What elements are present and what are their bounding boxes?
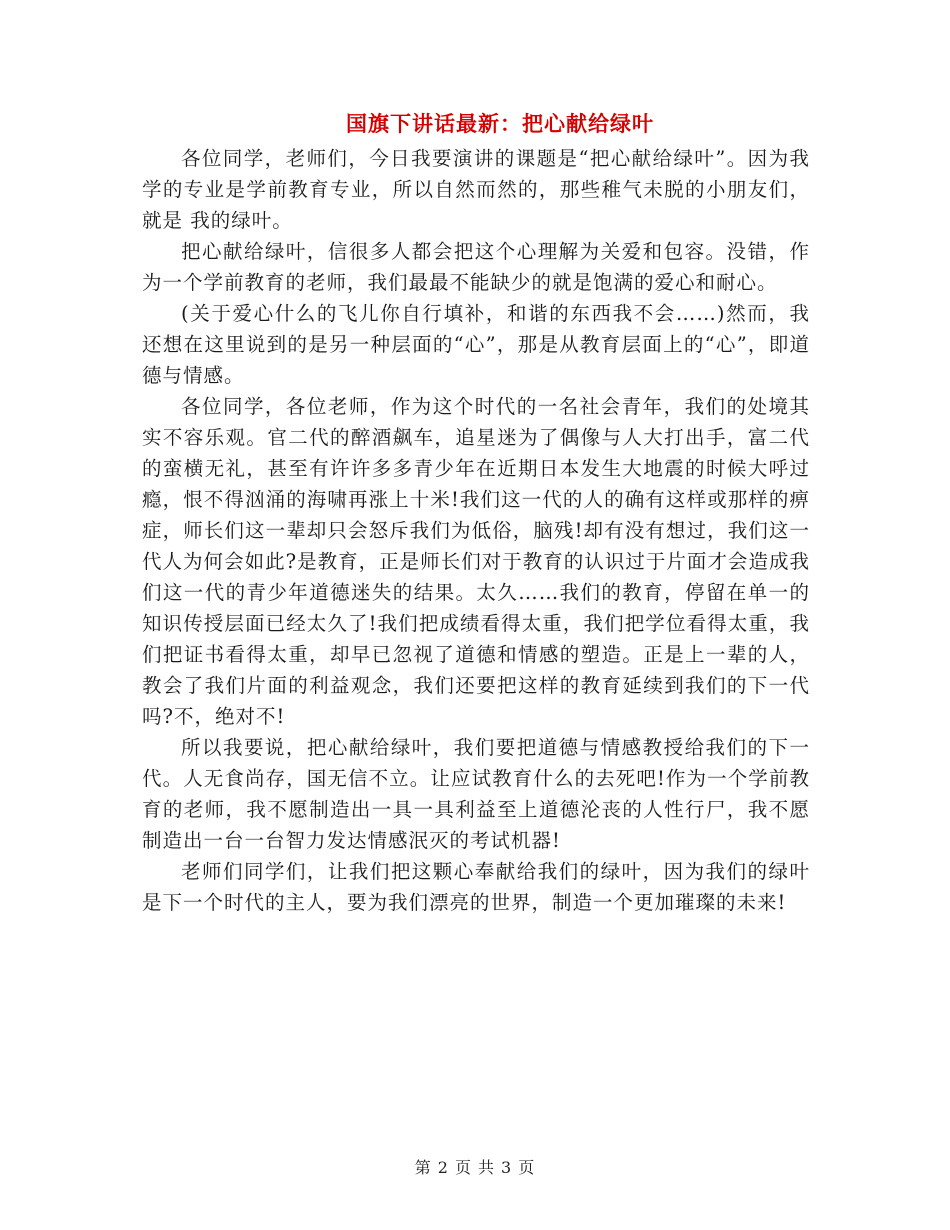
page-footer <box>0 1155 950 1178</box>
paragraph-3: (关于爱心什么的飞儿你自行填补，和谐的东西我不会……)然而，我还想在这里说到的是另一种层面的“心”，那是从教育层面上的“心”，即道德与情感。 <box>142 302 810 387</box>
footer-middle: 页 共 <box>454 1158 496 1177</box>
footer-prefix: 第 <box>414 1158 432 1177</box>
page-title: 国旗下讲话最新：把心献给绿叶 <box>346 111 654 136</box>
footer-suffix: 页 <box>518 1158 536 1177</box>
paragraph-2: 把心献给绿叶，信很多人都会把这个心理解为关爱和包容。没错，作为一个学前教育的老师，我们最最不能缺少的就是饱满的爱心和耐心。 <box>142 240 810 294</box>
footer-current-page: 2 <box>437 1158 449 1177</box>
paragraph-4: 各位同学，各位老师，作为这个时代的一名社会青年，我们的处境其实不容乐观。官二代的醉酒飙车，追星迷为了偶像与人大打出手，富二代的蛮横无礼，甚至有许许多多青少年在近期日本发生大地震的时候大呼过瘾，恨不得汹涌的海啸再涨上十米!我们这一代的人的确有这样或那样的痹症，师长们这一辈却只会怒斥我们为低俗，脑残!却有没有想过，我们这一代人为何会如此?是教育，正是师长们对于教育的认识过于片面才会造成我们这一代的青少年道德迷失的结果。太久……我们的教育，停留在单一的知识传授层面已经太久了!我们把成绩看得太重，我们把学位看得太重，我们把证书看得太重，却早已忽视了道德和情感的塑造。正是上一辈的人，教会了我们片面的利益观念，我们还要把这样的教育延续到我们的下一代吗?不，绝对不! <box>142 395 810 728</box>
paragraph-5: 所以我要说，把心献给绿叶，我们要把道德与情感教授给我们的下一代。人无食尚存，国无信不立。让应试教育什么的去死吧!作为一个学前教育的老师，我不愿制造出一具一具利益至上道德沦丧的人性行尸，我不愿制造出一台一台智力发达情感泯灭的考试机器! <box>142 736 810 852</box>
document-body <box>142 143 810 918</box>
paragraph-6: 老师们同学们，让我们把这颗心奉献给我们的绿叶，因为我们的绿叶是下一个时代的主人，要为我们漂亮的世界，制造一个更加璀璨的未来! <box>142 860 810 914</box>
footer-total-pages: 3 <box>501 1158 513 1177</box>
paragraph-1: 各位同学，老师们，今日我要演讲的课题是“把心献给绿叶”。因为我学的专业是学前教育专业，所以自然而然的，那些稚气未脱的小朋友们，就是 我的绿叶。 <box>142 147 810 232</box>
